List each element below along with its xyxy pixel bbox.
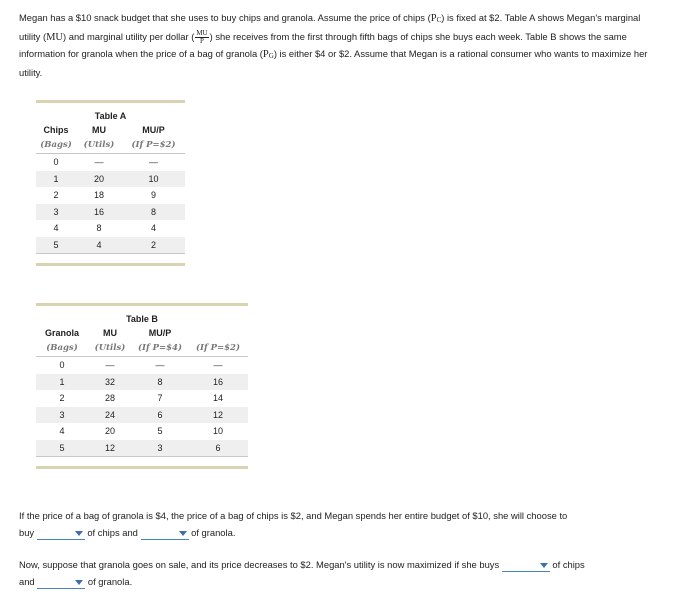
granola-quantity-dropdown-q2[interactable]: [37, 576, 85, 589]
question-1-granola-label: of granola.: [191, 526, 236, 538]
table-a: [36, 108, 185, 254]
table-a-row: [36, 171, 185, 188]
table-a-bottom-rule: [36, 263, 185, 266]
question-1-chips-label: of chips and: [87, 526, 138, 538]
table-cell: 2: [122, 237, 185, 254]
table-cell: —: [76, 154, 122, 171]
table-a-row: [36, 237, 185, 254]
intro-text-2: ) is fixed at $2. Table A shows Megan's marginal utility (: [19, 12, 641, 42]
intro-text-5: ) is either $4 or $2. Assume that Megan is a rational consumer who wants to maximize her utility.: [19, 48, 648, 78]
table-b-header-granola: Granola: [44, 328, 79, 338]
mu-per-price-fraction: $\frac{MU}{P}$: [196, 28, 208, 45]
price-granola-symbol: PG: [262, 49, 274, 60]
table-cell: 1: [36, 171, 76, 188]
table-cell: 9: [122, 187, 185, 204]
table-a-row: [36, 204, 185, 221]
table-a-unit-price: (If P=$2): [131, 140, 176, 150]
price-chips-symbol: PC: [430, 13, 442, 24]
granola-quantity-dropdown-q1[interactable]: [141, 527, 189, 540]
table-cell: 16: [188, 374, 248, 391]
table-cell: 16: [76, 204, 122, 221]
table-cell: 4: [122, 220, 185, 237]
table-b-row: [36, 357, 248, 374]
table-cell: 8: [132, 374, 188, 391]
table-b-row: [36, 407, 248, 424]
table-cell: 24: [88, 407, 132, 424]
question-1-buy-label: buy: [19, 526, 35, 538]
table-cell: 4: [36, 423, 88, 440]
intro-text-1: Megan has a $10 snack budget that she uses to buy chips and granola. Assume the price of chips (: [19, 12, 431, 23]
table-a-header-mu: MU: [92, 125, 106, 135]
table-b-top-rule: [36, 303, 248, 306]
table-a-row: [36, 154, 185, 171]
table-a-unit-utils: (Utils): [83, 140, 115, 150]
table-cell: —: [188, 357, 248, 374]
table-b-header-mu: MU: [103, 328, 117, 338]
table-cell: 6: [188, 440, 248, 457]
table-cell: 10: [188, 423, 248, 440]
chevron-down-icon: [75, 531, 83, 536]
table-a-title: Table A: [94, 110, 127, 121]
table-b-unit-price2: (If P=$2): [196, 343, 240, 353]
table-cell: 2: [36, 390, 88, 407]
table-b-unit-utils: (Utils): [94, 343, 126, 353]
table-b-unit-price4: (If P=$4): [138, 343, 182, 353]
table-b-title: Table B: [126, 313, 158, 324]
chevron-down-icon: [179, 531, 187, 536]
table-cell: 5: [36, 440, 88, 457]
table-cell: 18: [76, 187, 122, 204]
table-b-row: [36, 390, 248, 407]
chevron-down-icon: [75, 580, 83, 585]
table-cell: 0: [36, 154, 76, 171]
table-cell: —: [132, 357, 188, 374]
intro-text-3: ) and marginal utility per dollar (: [63, 30, 195, 42]
table-cell: 20: [76, 171, 122, 188]
table-b: [36, 311, 248, 457]
mu-symbol: MU: [46, 31, 64, 43]
table-cell: —: [122, 154, 185, 171]
table-a-row: [36, 220, 185, 237]
table-cell: 6: [132, 407, 188, 424]
table-cell: 32: [88, 374, 132, 391]
table-cell: 20: [88, 423, 132, 440]
table-a-header-chips: Chips: [43, 125, 69, 135]
question-1: [19, 508, 659, 541]
chevron-down-icon: [540, 563, 548, 568]
table-b-row: [36, 440, 248, 457]
question-1-text: If the price of a bag of granola is $4, the price of a bag of chips is $2, and Megan spends her entire budget of $10, she will choose to: [19, 510, 568, 521]
table-cell: 28: [88, 390, 132, 407]
table-b-row: [36, 374, 248, 391]
table-cell: 3: [36, 407, 88, 424]
table-cell: 2: [36, 187, 76, 204]
table-b-header-blank: [188, 326, 248, 340]
table-cell: 10: [122, 171, 185, 188]
question-2-and-label: and: [19, 575, 35, 587]
table-cell: —: [88, 357, 132, 374]
table-cell: 12: [188, 407, 248, 424]
table-cell: 5: [36, 237, 76, 254]
table-cell: 0: [36, 357, 88, 374]
question-2-chips-label: of chips: [552, 559, 585, 570]
table-a-header-mup: MU/P: [142, 125, 165, 135]
table-cell: 1: [36, 374, 88, 391]
table-cell: 4: [76, 237, 122, 254]
table-a-top-rule: [36, 100, 185, 103]
table-a-unit-bags: (Bags): [40, 140, 72, 150]
table-b-unit-bags: (Bags): [46, 343, 78, 353]
table-cell: 4: [36, 220, 76, 237]
table-cell: 8: [76, 220, 122, 237]
question-2: [19, 557, 659, 590]
question-2-granola-label: of granola.: [87, 575, 133, 587]
chips-quantity-dropdown-q2[interactable]: [502, 559, 550, 572]
question-2-text: Now, suppose that granola goes on sale, and its price decreases to $2. Megan's utility is now maximized if she buys: [19, 559, 500, 570]
table-cell: 14: [188, 390, 248, 407]
table-b-row: [36, 423, 248, 440]
table-cell: 3: [36, 204, 76, 221]
table-a-row: [36, 187, 185, 204]
table-cell: 8: [122, 204, 185, 221]
chips-quantity-dropdown-q1[interactable]: [37, 527, 85, 540]
problem-intro: [19, 10, 649, 81]
table-cell: 3: [132, 440, 188, 457]
table-cell: 7: [132, 390, 188, 407]
table-b-header-mup: MU/P: [148, 328, 172, 338]
table-cell: 5: [132, 423, 188, 440]
table-b-bottom-rule: [36, 466, 248, 469]
table-cell: 12: [88, 440, 132, 457]
intro-text-4: ) she receives from the first through fifth bags of chips she buys each week. Table B shows the same information for granola when the price of a bag of granola (: [19, 30, 627, 59]
